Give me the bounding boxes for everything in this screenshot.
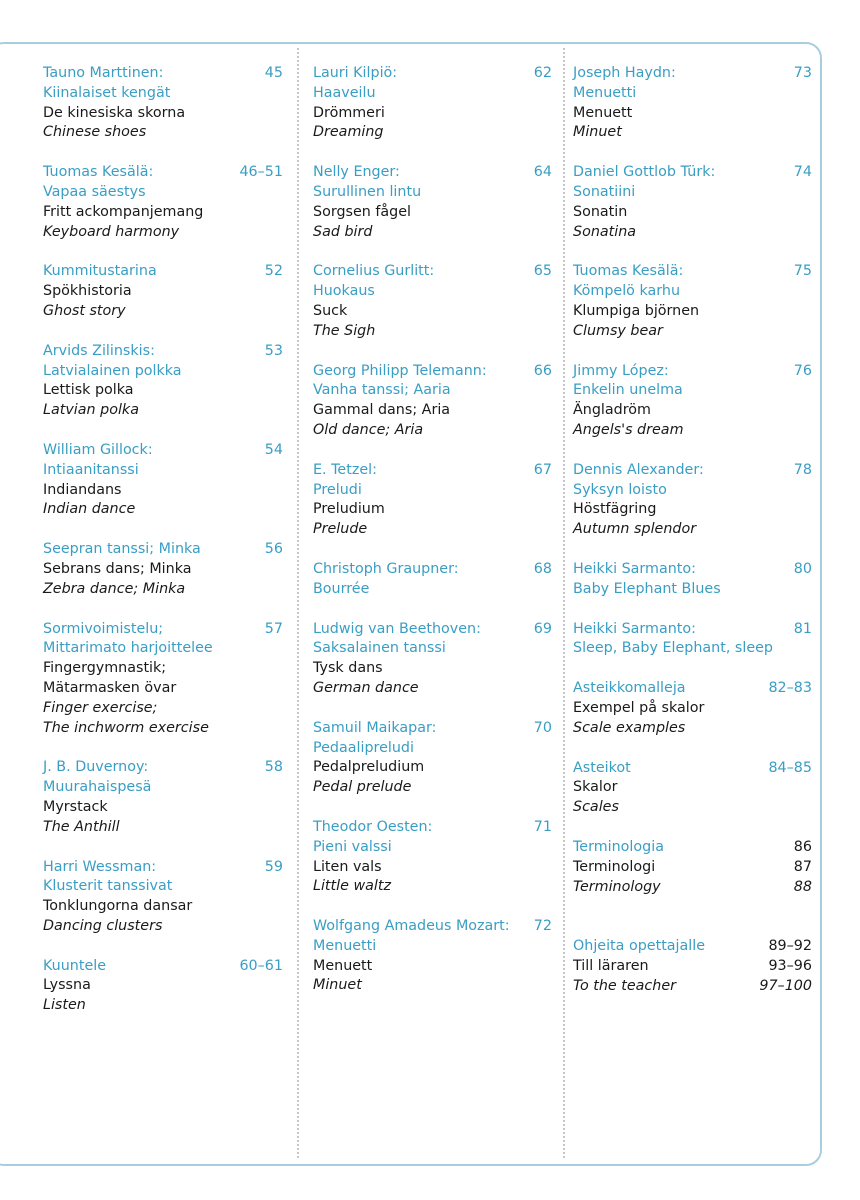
toc-line xyxy=(313,957,552,977)
page-number: 84–85 xyxy=(768,759,812,776)
entry-subtitle: Sad bird xyxy=(313,223,373,240)
entry-title: Kummitustarina xyxy=(43,263,157,280)
toc-entry xyxy=(573,759,812,818)
entry-subtitle: Sonatiini xyxy=(573,183,636,200)
toc-line xyxy=(313,302,552,322)
toc-line xyxy=(313,937,552,957)
entry-title: Christoph Graupner: xyxy=(313,560,459,577)
page-number: 70 xyxy=(533,719,552,736)
entry-subtitle: Clumsy bear xyxy=(573,322,663,339)
toc-line xyxy=(43,639,283,659)
toc-line xyxy=(313,381,552,401)
entry-title: Harri Wessman: xyxy=(43,858,157,875)
toc-line xyxy=(573,163,812,183)
toc-line xyxy=(43,203,283,223)
entry-subtitle: Bourrée xyxy=(313,580,370,597)
toc-line xyxy=(313,758,552,778)
entry-title: William Gillock: xyxy=(43,441,153,458)
toc-line xyxy=(313,362,552,382)
entry-title: Jimmy López: xyxy=(573,362,669,379)
toc-line xyxy=(43,104,283,124)
entry-subtitle: Muurahaispesä xyxy=(43,779,152,796)
toc-entry xyxy=(313,163,552,242)
entry-subtitle: Saksalainen tanssi xyxy=(313,640,446,657)
toc-entry xyxy=(313,461,552,540)
toc-entry xyxy=(573,362,812,441)
toc-line xyxy=(313,778,552,798)
entry-title: Kuuntele xyxy=(43,957,107,974)
entry-title: Heikki Sarmanto: xyxy=(573,560,696,577)
page-number: 82–83 xyxy=(768,680,812,697)
entry-subtitle: Suck xyxy=(313,302,348,319)
page-number: 66 xyxy=(533,362,552,379)
toc-line xyxy=(573,798,812,818)
toc-line xyxy=(43,282,283,302)
toc-entry xyxy=(313,64,552,143)
toc-line xyxy=(313,481,552,501)
entry-title: Wolfgang Amadeus Mozart: xyxy=(313,918,510,935)
entry-subtitle: Menuetti xyxy=(313,937,377,954)
toc-line xyxy=(43,362,283,382)
toc-line xyxy=(573,421,812,441)
toc-line xyxy=(313,183,552,203)
entry-subtitle: Mittarimato harjoittelee xyxy=(43,640,213,657)
toc-entry xyxy=(313,818,552,897)
entry-subtitle: Scales xyxy=(573,799,619,816)
page-number: 64 xyxy=(533,164,552,181)
entry-title: Arvids Zilinskis: xyxy=(43,342,155,359)
page-number: 93–96 xyxy=(768,958,812,975)
toc-line xyxy=(43,461,283,481)
toc-line xyxy=(573,957,812,977)
toc-line xyxy=(573,759,812,779)
entry-title: Asteikot xyxy=(573,759,631,776)
entry-title: Tauno Marttinen: xyxy=(43,65,164,81)
entry-subtitle: Till läraren xyxy=(573,958,649,975)
toc-line xyxy=(313,877,552,897)
entry-subtitle: Terminology xyxy=(573,878,661,895)
toc-line xyxy=(43,540,283,560)
toc-line xyxy=(313,461,552,481)
toc-entry xyxy=(43,758,283,837)
toc-line xyxy=(43,302,283,322)
entry-title: Ohjeita opettajalle xyxy=(573,938,706,955)
entry-subtitle: Klusterit tanssivat xyxy=(43,878,173,895)
toc-line xyxy=(573,699,812,719)
entry-title: Lauri Kilpiö: xyxy=(313,65,398,81)
entry-subtitle: Myrstack xyxy=(43,798,108,815)
entry-subtitle: Kiinalaiset kengät xyxy=(43,84,171,101)
entry-subtitle: Terminologi xyxy=(573,858,656,875)
page-number: 71 xyxy=(533,818,552,835)
toc-line xyxy=(313,84,552,104)
toc-entry xyxy=(313,719,552,798)
entry-title: Ludwig van Beethoven: xyxy=(313,620,481,637)
toc-line xyxy=(313,163,552,183)
toc-entry xyxy=(313,917,552,996)
entry-subtitle: Kömpelö karhu xyxy=(573,283,681,300)
toc-line xyxy=(43,84,283,104)
entry-subtitle: Lettisk polka xyxy=(43,382,134,399)
entry-subtitle: Pedaalipreludi xyxy=(313,739,414,756)
toc-entry xyxy=(43,64,283,143)
toc-line xyxy=(43,560,283,580)
entry-title: Heikki Sarmanto: xyxy=(573,620,696,637)
page-number: 60–61 xyxy=(239,957,283,974)
toc-line xyxy=(43,401,283,421)
entry-subtitle: Indiandans xyxy=(43,481,122,498)
toc-line xyxy=(43,381,283,401)
entry-subtitle: Indian dance xyxy=(43,501,136,518)
entry-subtitle: German dance xyxy=(313,679,419,696)
entry-subtitle: Drömmeri xyxy=(313,104,385,121)
toc-line xyxy=(313,679,552,699)
toc-line xyxy=(573,679,812,699)
entry-subtitle: Little waltz xyxy=(313,878,391,895)
toc-line xyxy=(43,858,283,878)
entry-subtitle: Menuett xyxy=(313,957,373,974)
toc-line xyxy=(43,917,283,937)
entry-subtitle: Finger exercise; xyxy=(43,699,158,716)
page-number: 62 xyxy=(533,65,552,81)
toc-line xyxy=(573,123,812,143)
toc-line xyxy=(313,560,552,580)
toc-line xyxy=(573,461,812,481)
toc-line xyxy=(43,64,283,84)
column-divider xyxy=(563,48,565,1158)
toc-line xyxy=(313,401,552,421)
toc-line xyxy=(43,976,283,996)
entry-subtitle: Pieni valssi xyxy=(313,838,392,855)
entry-subtitle: Angels's dream xyxy=(573,421,684,438)
toc-entry xyxy=(573,262,812,341)
toc-entry xyxy=(313,262,552,341)
entry-subtitle: Lyssna xyxy=(43,977,91,994)
page-number: 76 xyxy=(793,362,812,379)
toc-line xyxy=(43,996,283,1016)
toc-entry xyxy=(573,679,812,738)
toc-line xyxy=(573,500,812,520)
entry-title: Sormivoimistelu; xyxy=(43,620,164,637)
toc-line xyxy=(43,123,283,143)
entry-subtitle: Huokaus xyxy=(313,283,375,300)
toc-line xyxy=(573,580,812,600)
page-number: 65 xyxy=(533,263,552,280)
entry-subtitle: Latvialainen polkka xyxy=(43,362,182,379)
page-number: 72 xyxy=(533,918,552,935)
toc-line xyxy=(43,580,283,600)
page-number: 56 xyxy=(264,541,283,558)
entry-title: Terminologia xyxy=(573,838,664,855)
toc-line xyxy=(43,758,283,778)
entry-subtitle: Zebra dance; Minka xyxy=(43,580,186,597)
toc-line xyxy=(43,163,283,183)
entry-title: Seepran tanssi; Minka xyxy=(43,541,201,558)
toc-line xyxy=(313,64,552,84)
toc-line xyxy=(43,342,283,362)
toc-entry xyxy=(573,937,812,996)
page-number: 81 xyxy=(793,620,812,637)
toc-line xyxy=(573,322,812,342)
toc-line xyxy=(43,699,283,719)
entry-subtitle: Sleep, Baby Elephant, sleep xyxy=(573,640,773,657)
toc-column-3 xyxy=(573,64,812,1154)
entry-subtitle: Sonatina xyxy=(573,223,637,240)
page-number: 97–100 xyxy=(759,977,812,994)
entry-subtitle: Preludium xyxy=(313,501,385,518)
toc-entry xyxy=(573,560,812,600)
entry-subtitle: To the teacher xyxy=(573,977,677,994)
toc-line xyxy=(313,580,552,600)
toc-line xyxy=(43,818,283,838)
page-number: 74 xyxy=(793,164,812,181)
entry-subtitle: Enkelin unelma xyxy=(573,382,683,399)
toc-line xyxy=(43,223,283,243)
page-number: 69 xyxy=(533,620,552,637)
toc-line xyxy=(313,282,552,302)
page-number: 88 xyxy=(793,878,812,895)
toc-entry xyxy=(573,163,812,242)
entry-subtitle: Liten vals xyxy=(313,858,382,875)
toc-line xyxy=(313,520,552,540)
page-number: 87 xyxy=(793,858,812,875)
page-number: 86 xyxy=(793,838,812,855)
page-number: 52 xyxy=(264,263,283,280)
entry-subtitle: The Anthill xyxy=(43,818,120,835)
entry-subtitle: Minuet xyxy=(573,124,622,141)
toc-entry xyxy=(573,461,812,540)
toc-line xyxy=(573,878,812,898)
page-number: 45 xyxy=(264,65,283,81)
toc-line xyxy=(573,183,812,203)
page-number: 67 xyxy=(533,461,552,478)
toc-line xyxy=(573,620,812,640)
entry-subtitle: Prelude xyxy=(313,521,368,538)
entry-title: Tuomas Kesälä: xyxy=(43,164,154,181)
toc-line xyxy=(573,937,812,957)
toc-line xyxy=(313,203,552,223)
toc-line xyxy=(313,104,552,124)
toc-line xyxy=(313,917,552,937)
entry-title: E. Tetzel: xyxy=(313,461,377,478)
entry-subtitle: Tonklungorna dansar xyxy=(43,898,193,915)
toc-line xyxy=(313,659,552,679)
entry-subtitle: Surullinen lintu xyxy=(313,183,422,200)
toc-line xyxy=(573,203,812,223)
toc-entry xyxy=(43,957,283,1016)
entry-title: Samuil Maikapar: xyxy=(313,719,437,736)
toc-line xyxy=(313,262,552,282)
toc-line xyxy=(573,639,812,659)
toc-entry xyxy=(43,858,283,937)
entry-subtitle: Minuet xyxy=(313,977,362,994)
page-number: 53 xyxy=(264,342,283,359)
entry-title: J. B. Duvernoy: xyxy=(43,759,149,776)
entry-subtitle: Dreaming xyxy=(313,124,384,141)
toc-line xyxy=(573,401,812,421)
entry-subtitle: Intiaanitanssi xyxy=(43,461,139,478)
toc-line xyxy=(313,620,552,640)
entry-subtitle: Sebrans dans; Minka xyxy=(43,560,192,577)
entry-title: Daniel Gottlob Türk: xyxy=(573,164,716,181)
toc-line xyxy=(43,877,283,897)
toc-line xyxy=(313,223,552,243)
toc-entry xyxy=(43,620,283,739)
entry-subtitle: Vanha tanssi; Aaria xyxy=(313,382,451,399)
entry-subtitle: Autumn splendor xyxy=(573,521,697,538)
toc-line xyxy=(573,362,812,382)
entry-subtitle: Ghost story xyxy=(43,302,126,319)
entry-subtitle: Dancing clusters xyxy=(43,917,163,934)
toc-line xyxy=(573,560,812,580)
toc-line xyxy=(573,481,812,501)
page-number: 46–51 xyxy=(239,164,283,181)
toc-entry xyxy=(573,620,812,660)
toc-line xyxy=(573,282,812,302)
toc-column-1 xyxy=(43,64,283,1154)
toc-line xyxy=(313,421,552,441)
toc-entry xyxy=(43,342,283,421)
toc-line xyxy=(313,858,552,878)
entry-subtitle: Spökhistoria xyxy=(43,283,132,300)
toc-line xyxy=(313,838,552,858)
toc-line xyxy=(573,64,812,84)
toc-line xyxy=(43,481,283,501)
page-number: 80 xyxy=(793,560,812,577)
toc-line xyxy=(573,719,812,739)
entry-subtitle: Sonatin xyxy=(573,203,628,220)
entry-subtitle: Scale examples xyxy=(573,719,686,736)
toc-line xyxy=(573,838,812,858)
toc-entry xyxy=(313,362,552,441)
toc-entry xyxy=(43,163,283,242)
page-number: 57 xyxy=(264,620,283,637)
toc-line xyxy=(313,719,552,739)
entry-subtitle: Old dance; Aria xyxy=(313,421,424,438)
entry-subtitle: The inchworm exercise xyxy=(43,719,209,736)
toc-entry xyxy=(43,262,283,321)
toc-line xyxy=(43,659,283,679)
column-divider xyxy=(297,48,299,1158)
toc-line xyxy=(573,223,812,243)
entry-subtitle: Pedalpreludium xyxy=(313,759,425,776)
toc-entry xyxy=(313,560,552,600)
toc-line xyxy=(573,302,812,322)
entry-subtitle: Fritt ackompanjemang xyxy=(43,203,204,220)
page-number: 58 xyxy=(264,759,283,776)
entry-subtitle: Menuett xyxy=(573,104,633,121)
entry-title: Joseph Haydn: xyxy=(573,65,676,81)
toc-line xyxy=(573,977,812,997)
entry-subtitle: De kinesiska skorna xyxy=(43,104,186,121)
toc-line xyxy=(573,520,812,540)
entry-subtitle: Preludi xyxy=(313,481,362,498)
toc-line xyxy=(573,84,812,104)
toc-line xyxy=(573,262,812,282)
page-number: 73 xyxy=(793,65,812,81)
toc-entry xyxy=(43,540,283,599)
toc-line xyxy=(43,719,283,739)
page-number: 78 xyxy=(793,461,812,478)
toc-line xyxy=(313,976,552,996)
entry-subtitle: The Sigh xyxy=(313,322,376,339)
page-number: 75 xyxy=(793,263,812,280)
entry-title: Nelly Enger: xyxy=(313,164,400,181)
entry-title: Cornelius Gurlitt: xyxy=(313,263,435,280)
page-number: 54 xyxy=(264,441,283,458)
entry-subtitle: Ängladröm xyxy=(573,402,651,419)
entry-subtitle: Gammal dans; Aria xyxy=(313,402,451,419)
entry-subtitle: Pedal prelude xyxy=(313,779,412,796)
toc-line xyxy=(43,620,283,640)
page-number: 68 xyxy=(533,560,552,577)
toc-line xyxy=(43,897,283,917)
toc-line xyxy=(573,778,812,798)
toc-line xyxy=(313,739,552,759)
toc-line xyxy=(313,500,552,520)
toc-line xyxy=(313,818,552,838)
page-number: 59 xyxy=(264,858,283,875)
toc-column-2 xyxy=(313,64,552,1154)
entry-subtitle: Sorgsen fågel xyxy=(313,203,412,220)
toc-line xyxy=(43,798,283,818)
page-number: 89–92 xyxy=(768,938,812,955)
toc-line xyxy=(313,322,552,342)
toc-entry xyxy=(43,441,283,520)
toc-entry xyxy=(573,838,812,897)
entry-subtitle: Skalor xyxy=(573,779,618,796)
toc-line xyxy=(43,957,283,977)
toc-entry xyxy=(313,620,552,699)
toc-line xyxy=(43,778,283,798)
entry-subtitle: Vapaa säestys xyxy=(43,183,146,200)
entry-subtitle: Klumpiga björnen xyxy=(573,302,700,319)
entry-subtitle: Listen xyxy=(43,997,86,1014)
entry-subtitle: Menuetti xyxy=(573,84,637,101)
entry-subtitle: Mätarmasken övar xyxy=(43,679,177,696)
entry-title: Georg Philipp Telemann: xyxy=(313,362,487,379)
entry-title: Asteikkomalleja xyxy=(573,680,686,697)
entry-subtitle: Syksyn loisto xyxy=(573,481,667,498)
entry-subtitle: Höstfägring xyxy=(573,501,657,518)
entry-subtitle: Latvian polka xyxy=(43,402,139,419)
entry-title: Theodor Oesten: xyxy=(313,818,433,835)
toc-line xyxy=(43,183,283,203)
entry-title: Tuomas Kesälä: xyxy=(573,263,684,280)
entry-title: Dennis Alexander: xyxy=(573,461,704,478)
entry-subtitle: Keyboard harmony xyxy=(43,223,180,240)
toc-line xyxy=(573,381,812,401)
entry-subtitle: Fingergymnastik; xyxy=(43,660,167,677)
toc-line xyxy=(43,679,283,699)
toc-line xyxy=(573,104,812,124)
toc-line xyxy=(573,858,812,878)
toc-line xyxy=(43,500,283,520)
entry-subtitle: Haaveilu xyxy=(313,84,376,101)
toc-line xyxy=(43,262,283,282)
toc-entry xyxy=(573,64,812,143)
toc-line xyxy=(43,441,283,461)
entry-subtitle: Exempel på skalor xyxy=(573,699,705,716)
entry-subtitle: Baby Elephant Blues xyxy=(573,580,721,597)
entry-subtitle: Chinese shoes xyxy=(43,124,147,141)
toc-line xyxy=(313,123,552,143)
toc-line xyxy=(313,639,552,659)
entry-subtitle: Tysk dans xyxy=(313,660,383,677)
